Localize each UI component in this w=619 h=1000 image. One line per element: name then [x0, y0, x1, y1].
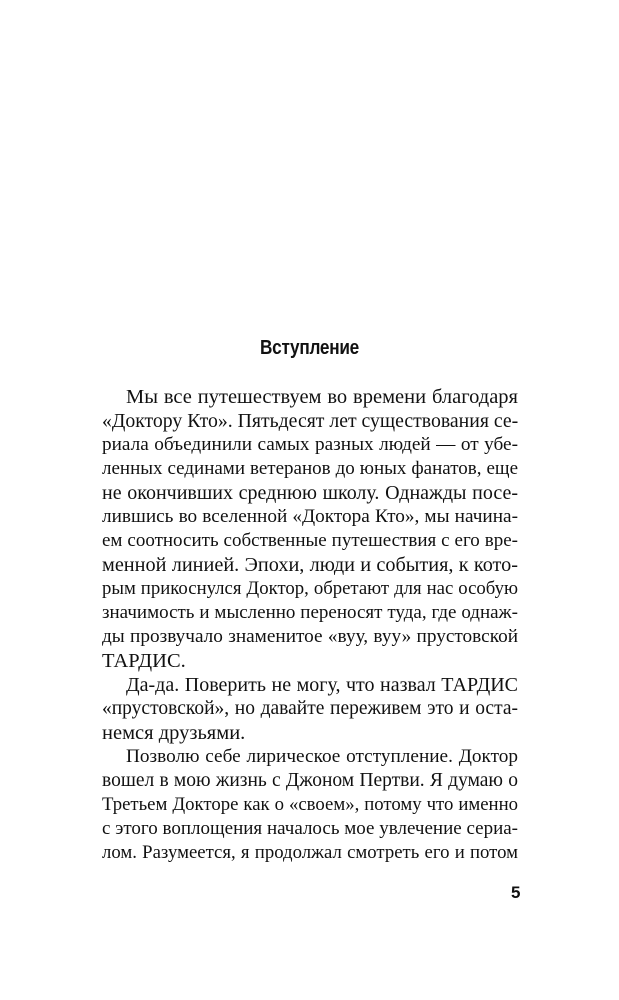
- text-line: ТАРДИС.: [102, 650, 186, 672]
- text-line: «прустовской», но давайте переживем это и оста-: [102, 698, 518, 719]
- chapter-heading: Вступление: [259, 337, 360, 359]
- text-line: ды прозвучало знаменитое «вуу, вуу» прустовской: [102, 626, 518, 647]
- page-number: 5: [511, 883, 521, 902]
- text-line: вошел в мою жизнь с Джоном Пертви. Я думаю о: [102, 770, 518, 791]
- text-line: рым прикоснулся Доктор, обретают для нас особую: [102, 578, 518, 599]
- text-line: Мы все путешествуем во времени благодаря: [126, 386, 518, 408]
- text-line: «Доктору Кто». Пятьдесят лет существования се-: [102, 410, 519, 432]
- body-text: [102, 385, 518, 865]
- text-line: Третьем Докторе как о «своем», потому что именно: [102, 794, 518, 815]
- text-line: Да-да. Поверить не могу, что назвал ТАРДИС: [126, 674, 518, 696]
- text-line: не окончивших среднюю школу. Однажды посе-: [102, 482, 518, 504]
- text-line: лом. Разумеется, я продолжал смотреть его и потом: [102, 842, 518, 863]
- text-line: ленных сединами ветеранов до юных фанатов, еще: [102, 458, 518, 479]
- text-line: с этого воплощения началось мое увлечение сериа-: [102, 818, 518, 839]
- text-line: Позволю себе лирическое отступление. Доктор: [126, 746, 518, 767]
- text-line: риала объединили самых разных людей — от убе-: [102, 434, 518, 455]
- text-line: лившись во вселенной «Доктора Кто», мы начина-: [102, 506, 518, 527]
- text-line: менной линией. Эпохи, люди и события, к кото-: [102, 554, 518, 576]
- text-line: ем соотносить собственные путешествия с его вре-: [102, 530, 518, 551]
- text-line: немся друзьями.: [102, 722, 246, 744]
- text-line: значимость и мысленно переносят туда, где однаж-: [102, 602, 518, 623]
